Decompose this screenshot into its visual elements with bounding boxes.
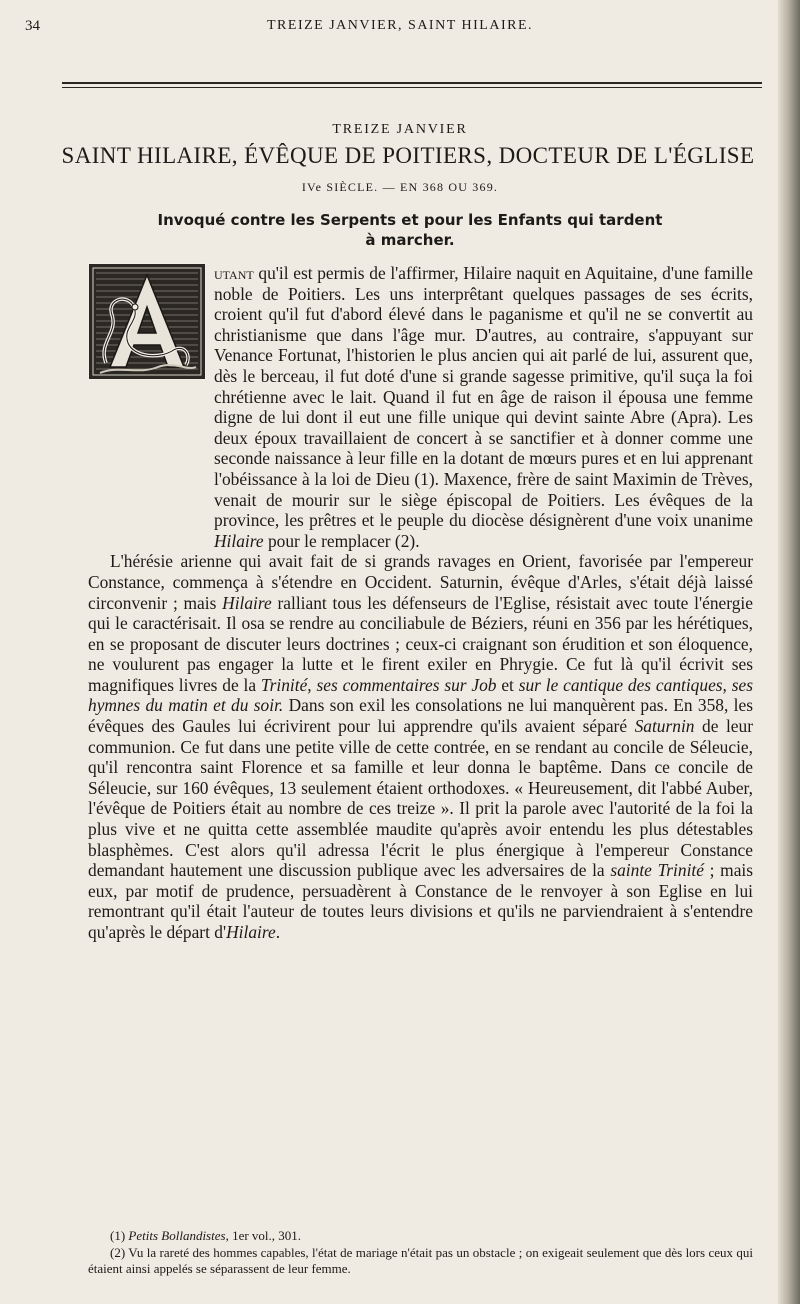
header-rule-thick (62, 82, 762, 84)
footnote-2: (2) Vu la rareté des hommes capables, l'état de mariage n'était pas un obstacle ; on exigeait seulement que dès lors ceux qui étaient ainsi appelés se séparassent de leur femme. (88, 1245, 753, 1276)
header-rule-thin (62, 87, 762, 88)
ornamental-initial-icon (88, 263, 206, 380)
invocation-line-2: à marcher. (365, 231, 455, 249)
paragraph-2: L'hérésie arienne qui avait fait de si grands ravages en Orient, favorisée par l'empereur Constance, commença à s'étendre en Occident. Saturnin, évêque d'Arles, s'était déjà laissé circonvenir ; mais Hilaire ralliant tous les défenseurs de l'Eglise, résistait avec toute l'énergie qui le caractérisait. Il osa se rendre au conciliabule de Béziers, réuni en 356 par les hérétiques, en se proposant de discuter leurs doctrines ; ceux-ci craignant son érudition et son éloquence, ne voulurent pas engager la lutte et le firent exiler en Phrygie. Ce fut là qu'il écrivit ses magnifiques livres de la Trinité, ses commentaires sur Job et sur le cantique des cantiques, ses hymnes du matin et du soir. Dans son exil les consolations ne lui manquèrent pas. En 358, les évêques des Gaules lui écrivirent pour lui apprendre qu'ils avaient séparé Saturnin de leur communion. Ce fut dans une petite ville de cette contrée, en se rendant au concile de Séleucie, qu'il rencontra saint Florence et sa famille et leur donna le baptême. Dans ce concile de Séleucie, sur 160 évêques, 13 seulement étaient orthodoxes. « Heureusement, dit l'abbé Auber, l'évêque de Poitiers était au nombre de ces treize ». Il prit la parole avec l'autorité de la foi la plus vive et ne quitta cette assemblée maudite qu'après avoir entendu les plus détestables blasphèmes. C'est alors qu'il adressa l'écrit le plus énergique à l'empereur Constance demandant hautement une discussion publique avec les adversaires de la sainte Trinité ; mais eux, par motif de prudence, persuadèrent à Constance de le renvoyer à son Eglise en lui remontrant qu'il était l'auteur de toutes leurs divisions et qu'ils ne parviendraient à s'entendre qu'après le départ d'Hilaire. (88, 551, 754, 942)
century-line: IVe SIÈCLE. — EN 368 OU 369. (301, 180, 499, 194)
page-edge-shadow (778, 0, 800, 1304)
lead-word: utant (214, 263, 254, 283)
invocation (40, 210, 780, 250)
footnote-1: (1) Petits Bollandistes, 1er vol., 301. (110, 1228, 302, 1243)
saint-title: SAINT HILAIRE, ÉVÊQUE DE POITIERS, DOCTEUR DE L'ÉGLISE (61, 143, 755, 168)
running-head (25, 18, 775, 40)
footnotes (88, 1228, 753, 1278)
invocation-line-1: Invoqué contre les Serpents et pour les Enfants qui tardent (157, 211, 663, 229)
chapter-date: TREIZE JANVIER (332, 122, 468, 137)
running-title: TREIZE JANVIER, SAINT HILAIRE. (267, 18, 533, 33)
page-number: 34 (25, 18, 40, 34)
paragraph-1: utant qu'il est permis de l'affirmer, Hilaire naquit en Aquitaine, d'une famille noble de Poitiers. Les uns interprêtant quelques passages de ses écrits, croient qu'il fut d'abord élevé dans le paganisme et qu'il ne se convertit au christianisme que dans l'âge mur. D'autres, au contraire, s'appuyant sur Venance Fortunat, l'historien le plus ancien qui ait parlé de lui, assurent que, dès le berceau, il fut doté d'une si grande sagesse primitive, qu'il suça la foi chrétienne avec le lait. Quand il fut en âge de raison il épousa une femme digne de lui dont il eut une fille unique qui devint sainte Abre (Apra). Les deux époux travaillaient de concert à se sanctifier et à donner comme une seconde naissance à leur fille en la dotant de mœurs pures et en lui apprenant l'obéissance à la loi de Dieu (1). Maxence, frère de saint Maximin de Trèves, venait de mourir sur le siège épiscopal de Poitiers. Les évêques de la province, les prêtres et le peuple du diocèse désignèrent d'une voix unanime Hilaire pour le remplacer (2). (214, 263, 753, 551)
dropcap-illustration (88, 263, 206, 380)
